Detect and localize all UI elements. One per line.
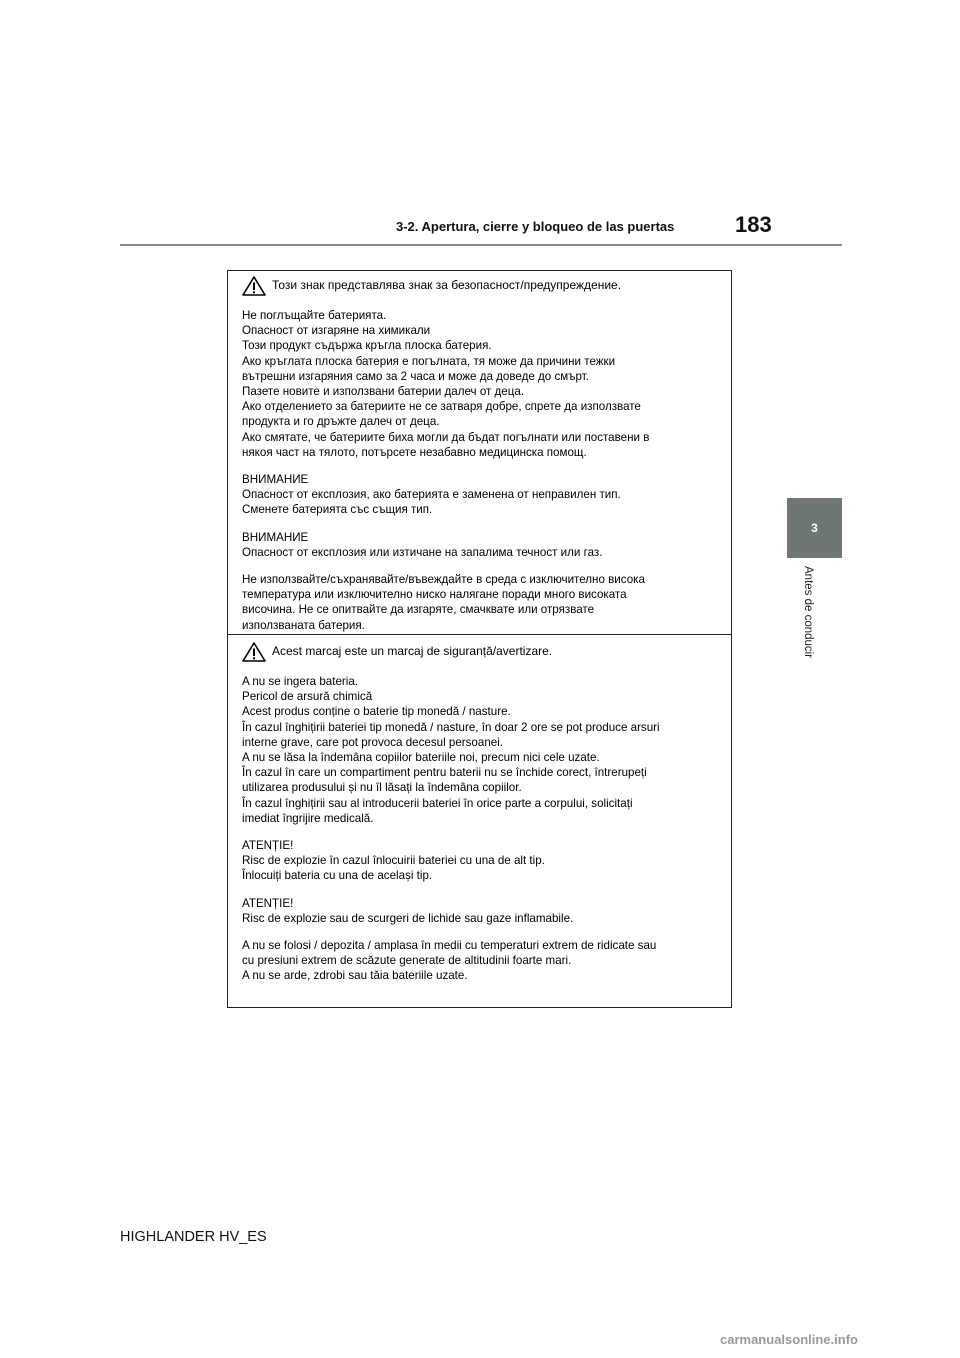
notice-paragraph <box>242 472 721 518</box>
notice-line: Risc de explozie în cazul înlocuirii bateriei cu una de alt tip. <box>242 854 545 868</box>
notice-line: utilizarea produsului și nu îl lăsați la îndemâna copiilor. <box>242 781 522 795</box>
notice-line: A nu se folosi / depozita / amplasa în medii cu temperaturi extrem de ridicate sau <box>242 939 657 953</box>
page-number: 183 <box>735 212 772 237</box>
chapter-number: 3 <box>811 521 818 535</box>
notice-paragraph <box>242 530 721 560</box>
notice-line: Înlocuiți bateria cu una de același tip. <box>242 869 433 883</box>
notice-line: Не поглъщайте батерията. <box>242 309 387 322</box>
notice-line: продукта и го дръжте далеч от деца. <box>242 415 440 429</box>
notice-line: Pericol de arsură chimică <box>242 690 373 704</box>
notice-line: Пазете новите и използвани батерии далеч от деца. <box>242 385 525 399</box>
watermark[interactable]: carmanualsonline.info <box>720 1332 858 1347</box>
notice-line: височина. Не се опитвайте да изгаряте, смачквате или отрязвате <box>242 603 595 617</box>
notice-line: A nu se lăsa la îndemâna copiilor bateriile noi, precum nici cele uzate. <box>242 751 600 765</box>
warning-title: Acest marcaj este un marcaj de siguranță/avertizare. <box>272 644 553 659</box>
notice-line: ATENȚIE! <box>242 839 294 853</box>
warning-row <box>242 642 721 662</box>
notice-line: вътрешни изгаряния само за 2 часа и може да доведе до смърт. <box>242 369 589 383</box>
notice-line: Ако смятате, че батериите биха могли да бъдат погълнати или поставени в <box>242 430 650 444</box>
notice-paragraph <box>242 308 721 460</box>
notice-paragraph <box>242 838 721 884</box>
header-rule <box>120 244 842 246</box>
box-divider <box>228 634 731 635</box>
chapter-tab[interactable] <box>787 498 842 558</box>
notice-line: Ако кръглата плоска батерия е погълната, тя може да причини тежки <box>242 354 616 368</box>
notice-paragraph <box>242 938 721 984</box>
notice-panel-bulgarian <box>228 276 731 633</box>
footer-model: HIGHLANDER HV_ES <box>120 1229 267 1245</box>
notice-line: Опасност от изгаряне на химикали <box>242 324 431 338</box>
chapter-label: Antes de conducir <box>802 566 814 659</box>
notice-line: ВНИМАНИЕ <box>242 530 309 544</box>
notice-line: interne grave, care pot provoca decesul persoanei. <box>242 735 504 749</box>
header-section-title: 3-2. Apertura, cierre y bloqueo de las puertas <box>396 219 675 234</box>
notice-line: Risc de explozie sau de scurgeri de lichide sau gaze inflamabile. <box>242 911 574 925</box>
notice-line: Опасност от експлозия, ако батерията е заменена от неправилен тип. <box>242 488 621 502</box>
notice-line: температура или изключително ниско налягане поради много високата <box>242 588 627 602</box>
notice-line: Ако отделението за батериите не се затваря добре, спрете да използвате <box>242 400 641 414</box>
notice-line: Този продукт съдържа кръгла плоска батерия. <box>242 339 492 353</box>
notice-paragraphs <box>242 674 721 984</box>
notice-panel-romanian <box>228 642 731 984</box>
notice-line: A nu se arde, zdrobi sau tăia bateriile uzate. <box>242 969 468 983</box>
warning-triangle-icon <box>242 642 266 662</box>
notice-paragraph <box>242 572 721 633</box>
safety-notice-box <box>227 270 732 1008</box>
warning-row <box>242 276 721 296</box>
notice-paragraphs <box>242 308 721 633</box>
notice-line: imediat îngrijire medicală. <box>242 811 374 825</box>
notice-line: Acest produs conține o baterie tip monedă / nasture. <box>242 705 511 719</box>
notice-line: използваната батерия. <box>242 618 365 632</box>
notice-paragraph <box>242 896 721 926</box>
notice-paragraph <box>242 674 721 826</box>
notice-line: A nu se ingera bateria. <box>242 675 359 688</box>
notice-line: Опасност от експлозия или изтичане на запалима течност или газ. <box>242 545 603 559</box>
warning-title: Този знак представлява знак за безопасност/предупреждение. <box>272 278 622 293</box>
notice-line: някоя част на тялото, потърсете незабавно медицинска помощ. <box>242 445 587 459</box>
notice-line: În cazul în care un compartiment pentru baterii nu se închide corect, întrerupeți <box>242 766 647 780</box>
notice-line: ATENȚIE! <box>242 896 294 910</box>
notice-line: Сменете батерията със същия тип. <box>242 503 433 517</box>
notice-line: Не използвайте/съхранявайте/въвеждайте в среда с изключително висока <box>242 573 645 587</box>
notice-line: cu presiuni extrem de scăzute generate de altitudinii foarte mari. <box>242 954 572 968</box>
notice-line: În cazul înghițirii bateriei tip monedă / nasture, în doar 2 ore se pot produce arsuri <box>242 720 660 734</box>
notice-line: În cazul înghițirii sau al introducerii bateriei în orice parte a corpului, solicitați <box>242 796 633 810</box>
notice-line: ВНИМАНИЕ <box>242 473 309 487</box>
warning-triangle-icon <box>242 276 266 296</box>
